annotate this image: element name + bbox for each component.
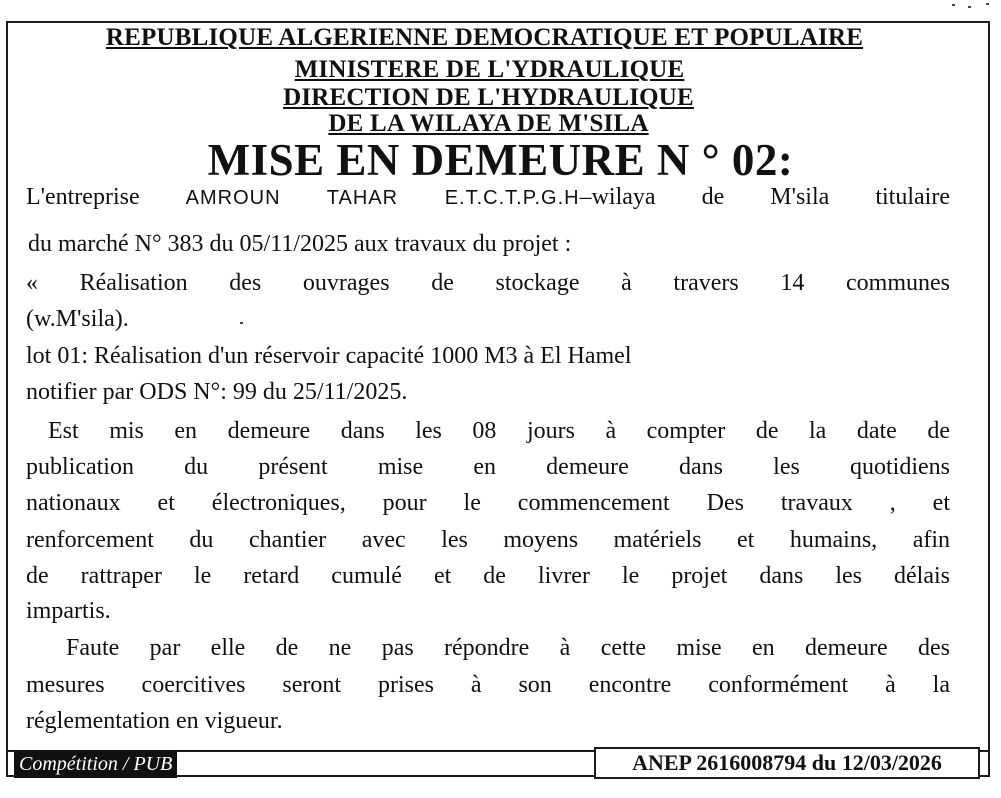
body-p3-line3: réglementation en vigueur.	[26, 708, 283, 734]
scan-speck	[240, 322, 243, 324]
scan-speck	[952, 4, 955, 6]
body-p2-line3: nationaux et électroniques, pour le commencement Des travaux , et	[26, 490, 950, 516]
header-ministry: MINISTERE DE L'YDRAULIQUE	[294, 56, 685, 83]
notice-title: MISE EN DEMEURE N ° 02:	[207, 135, 794, 185]
body-line-company	[26, 182, 950, 213]
body-line-region: (w.M'sila).	[26, 306, 129, 332]
body-p2-line1: Est mis en demeure dans les 08 jours à compter de la date de	[48, 418, 950, 444]
category-badge: Compétition / PUB	[14, 751, 177, 778]
company-location: –wilaya de M'sila titulaire	[579, 184, 950, 210]
body-p2-line4: renforcement du chantier avec les moyens matériels et humains, afin	[26, 527, 950, 553]
body-p3-line2: mesures coercitives seront prises à son encontre conformément à la	[26, 672, 950, 698]
body-line-ods: notifier par ODS N°: 99 du 25/11/2025.	[26, 379, 408, 405]
company-intro: L'entreprise	[26, 184, 186, 210]
header-wilaya: DE LA WILAYA DE M'SILA	[328, 110, 649, 137]
body-line-lot: lot 01: Réalisation d'un réservoir capacité 1000 M3 à El Hamel	[26, 343, 632, 369]
body-p2-line5: de rattraper le retard cumulé et de livrer le projet dans les délais	[26, 563, 950, 589]
header-republic: REPUBLIQUE ALGERIENNE DEMOCRATIQUE ET POPULAIRE	[105, 24, 864, 51]
body-line-project: « Réalisation des ouvrages de stockage à travers 14 communes	[26, 270, 950, 296]
scan-speck	[986, 3, 989, 5]
body-p2-line6: impartis.	[26, 598, 111, 624]
anep-reference: ANEP 2616008794 du 12/03/2026	[594, 747, 980, 779]
header-direction: DIRECTION DE L'HYDRAULIQUE	[283, 84, 694, 111]
company-name: AMROUN TAHAR E.T.C.T.P.G.H	[185, 187, 580, 209]
body-p2-line2: publication du présent mise en demeure dans les quotidiens	[26, 454, 950, 480]
body-line-contract: du marché N° 383 du 05/11/2025 aux travaux du projet :	[28, 231, 572, 257]
body-p3-line1: Faute par elle de ne pas répondre à cette mise en demeure des	[66, 635, 950, 661]
scan-speck	[968, 6, 971, 8]
